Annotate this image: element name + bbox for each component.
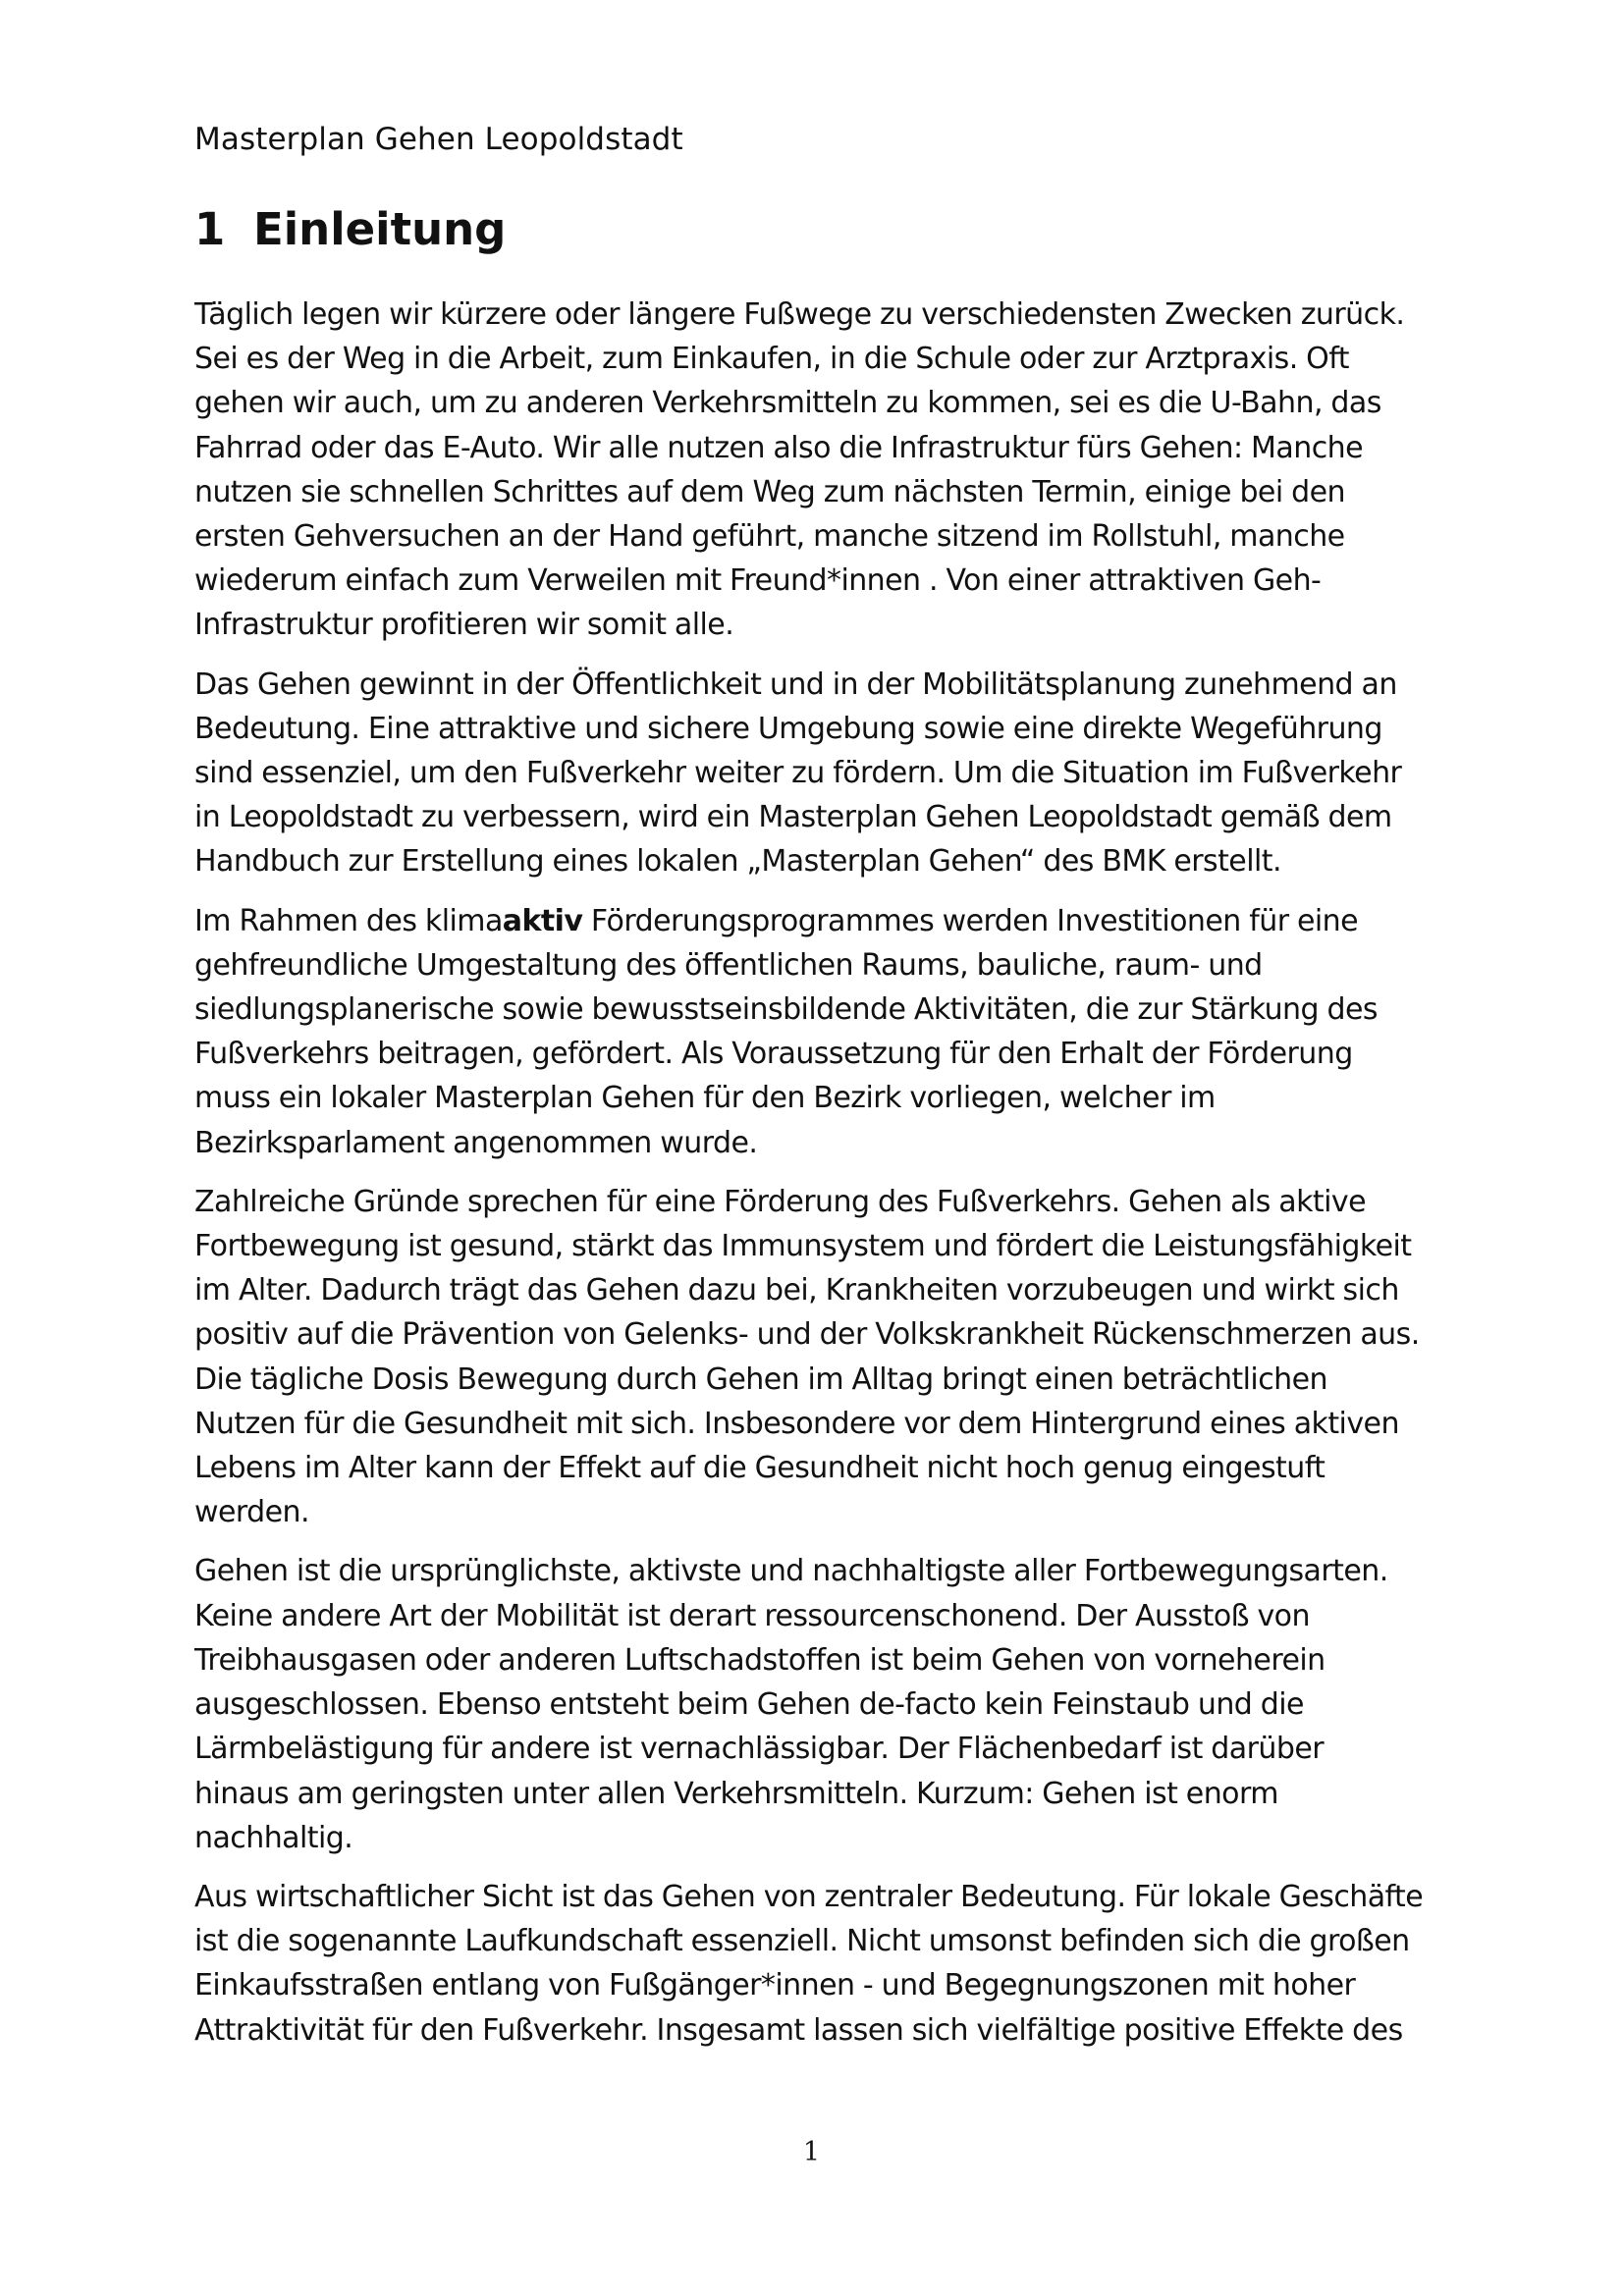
paragraph-economy: [194, 1875, 1439, 2053]
paragraph-importance: [194, 663, 1439, 884]
text-line: sind essenziel, um den Fußverkehr weiter zu fördern. Um die Situation im Fußverkehr: [194, 756, 1402, 791]
text-line: Infrastruktur profitieren wir somit alle.: [194, 608, 734, 643]
text-line: ausgeschlossen. Ebenso entsteht beim Gehen de-facto kein Feinstaub und die: [194, 1687, 1304, 1723]
text-line: Lärmbelästigung für andere ist vernachlässigbar. Der Flächenbedarf ist darüber: [194, 1732, 1325, 1767]
text-line: Täglich legen wir kürzere oder längere Fußwege zu verschiedensten Zwecken zurück.: [194, 297, 1405, 332]
text-line: im Alter. Dadurch trägt das Gehen dazu bei, Krankheiten vorzubeugen und wirkt sich: [194, 1273, 1399, 1308]
text-line: Attraktivität für den Fußverkehr. Insgesamt lassen sich vielfältige positive Effekte des: [194, 2012, 1403, 2048]
text-line: Keine andere Art der Mobilität ist derart ressourcenschonend. Der Ausstoß von: [194, 1598, 1310, 1633]
text-line: Fahrrad oder das E-Auto. Wir alle nutzen also die Infrastruktur fürs Gehen: Manche: [194, 430, 1364, 465]
text-line: Fußverkehrs beitragen, gefördert. Als Voraussetzung für den Erhalt der Förderung: [194, 1037, 1353, 1072]
text-line: Sei es der Weg in die Arbeit, zum Einkaufen, in die Schule oder zur Arztpraxis. Oft: [194, 342, 1349, 377]
text-line: Lebens im Alter kann der Effekt auf die Gesundheit nicht hoch genug eingestuft: [194, 1451, 1325, 1486]
text-line: muss ein lokaler Masterplan Gehen für den Bezirk vorliegen, welcher im: [194, 1081, 1216, 1116]
page-number: 1: [802, 2137, 821, 2167]
text-line: Zahlreiche Gründe sprechen für eine Förderung des Fußverkehrs. Gehen als aktive: [194, 1184, 1367, 1219]
running-header: Masterplan Gehen Leopoldstadt: [194, 122, 683, 157]
text-line: in Leopoldstadt zu verbessern, wird ein Masterplan Gehen Leopoldstadt gemäß dem: [194, 800, 1392, 835]
text-line: Handbuch zur Erstellung eines lokalen „Masterplan Gehen“ des BMK erstellt.: [194, 844, 1281, 880]
text-line: ist die sogenannte Laufkundschaft essenziell. Nicht umsonst befinden sich die großen: [194, 1924, 1410, 1959]
text-line: Das Gehen gewinnt in der Öffentlichkeit und in der Mobilitätsplanung zunehmend an: [194, 667, 1397, 702]
text-line: Die tägliche Dosis Bewegung durch Gehen im Alltag bringt einen beträchtlichen: [194, 1362, 1327, 1397]
text-line: Nutzen für die Gesundheit mit sich. Insbesondere vor dem Hintergrund eines aktiven: [194, 1406, 1399, 1441]
paragraph-daily-walking: [194, 293, 1439, 648]
chapter-title: Einleitung: [253, 203, 507, 255]
text-run: Im Rahmen des klima: [194, 903, 503, 938]
text-line: wiederum einfach zum Verweilen mit Freund*innen . Von einer attraktiven Geh-: [194, 563, 1322, 599]
text-line: Fortbewegung ist gesund, stärkt das Immunsystem und fördert die Leistungsfähigkeit: [194, 1229, 1412, 1264]
text-line: werden.: [194, 1495, 309, 1530]
text-line: Bedeutung. Eine attraktive und sichere Umgebung sowie eine direkte Wegeführung: [194, 711, 1382, 746]
text-line: [194, 899, 1439, 943]
text-line: hinaus am geringsten unter allen Verkehrsmitteln. Kurzum: Gehen ist enorm: [194, 1776, 1278, 1811]
paragraph-funding: [194, 899, 1439, 1165]
text-line: Gehen ist die ursprünglichste, aktivste und nachhaltigste aller Fortbewegungsarten.: [194, 1554, 1388, 1589]
paragraph-health: [194, 1180, 1439, 1535]
text-line: nachhaltig.: [194, 1820, 353, 1855]
text-line: Einkaufsstraßen entlang von Fußgänger*innen - und Begegnungszonen mit hoher: [194, 1968, 1356, 2003]
text-line: nutzen sie schnellen Schrittes auf dem Weg zum nächsten Termin, einige bei den: [194, 474, 1345, 509]
text-line: gehen wir auch, um zu anderen Verkehrsmitteln zu kommen, sei es die U-Bahn, das: [194, 386, 1381, 421]
chapter-number: 1: [194, 203, 226, 255]
text-line: siedlungsplanerische sowie bewusstseinsbildende Aktivitäten, die zur Stärkung des: [194, 992, 1378, 1028]
text-line: Aus wirtschaftlicher Sicht ist das Gehen von zentraler Bedeutung. Für lokale Geschäfte: [194, 1879, 1424, 1914]
text-line: ersten Gehversuchen an der Hand geführt, manche sitzend im Rollstuhl, manche: [194, 519, 1345, 555]
text-line: Treibhausgasen oder anderen Luftschadstoffen ist beim Gehen von vorneherein: [194, 1642, 1325, 1678]
text-line: gehfreundliche Umgestaltung des öffentlichen Raums, bauliche, raum- und: [194, 947, 1263, 983]
text-line: Bezirksparlament angenommen wurde.: [194, 1125, 758, 1160]
paragraph-sustainability: [194, 1549, 1439, 1859]
klimaaktiv-bold-run: aktiv: [502, 903, 583, 938]
body-text: [194, 293, 1439, 2067]
text-run: Förderungsprogrammes werden Investitionen für eine: [582, 903, 1359, 938]
text-line: positiv auf die Prävention von Gelenks- und der Volkskrankheit Rückenschmerzen aus.: [194, 1317, 1420, 1353]
chapter-heading: [194, 200, 506, 259]
